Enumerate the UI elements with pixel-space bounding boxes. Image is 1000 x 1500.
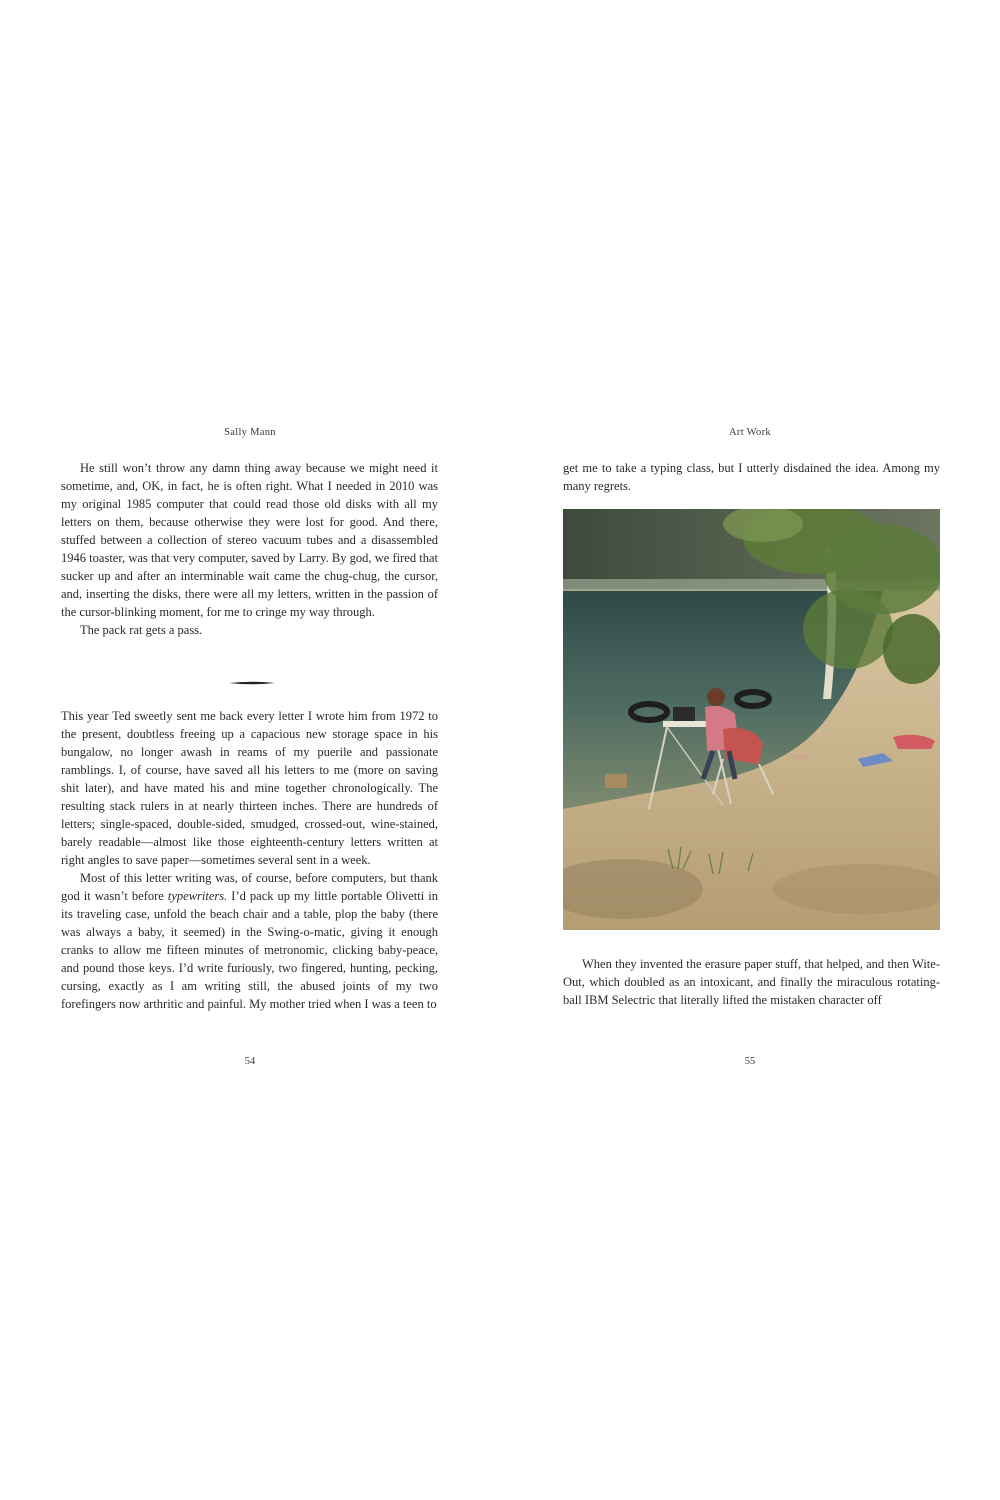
left-text-top	[61, 459, 438, 639]
right-text-bottom	[563, 955, 940, 1009]
page-number-right: 55	[744, 1056, 756, 1067]
typewriter	[673, 707, 695, 721]
right-text-top	[563, 459, 940, 495]
box	[605, 774, 627, 788]
paragraph: get me to take a typing class, but I utterly disdained the idea. Among my many regrets.	[563, 461, 940, 493]
page-number-left: 54	[244, 1056, 256, 1067]
section-break-ornament	[229, 681, 275, 685]
running-head-right: Art Work	[729, 427, 771, 438]
running-head-left: Sally Mann	[224, 427, 276, 438]
paragraph-text: Most of this letter writing was, of course, before computers, but thank god it wasn’t before	[61, 871, 438, 903]
paragraph-olivetti	[61, 869, 438, 1013]
emphasis-typewriters: typewriters.	[167, 889, 228, 903]
woman-head	[707, 688, 725, 706]
paragraph: He still won’t throw any damn thing away because we might need it sometime, and, OK, in fact, he is often right. What I needed in 2010 was my original 1985 computer that could read those old disks with all my letters on them, because otherwise they were lost for good. And there, stuffed between a collection of stereo vacuum tubes and a disassembled 1946 toaster, was that very computer, saved by Larry. By god, we fired that sucker up and after an interminable wait came the chug-chug, the cursor, and, inserting the disks, there were all my letters, written in the passion of the cursor-blinking moment, for me to cringe my way through.	[61, 461, 438, 619]
paragraph: This year Ted sweetly sent me back every letter I wrote him from 1972 to the present, doubtless freeing up a capacious new storage space in his bungalow, no longer awash in reams of my puerile and passionate ramblings. I, of course, have saved all his letters to me (more on saving shit later), and have mated his and mine together chronologically. The resulting stack rulers in at nearly thirteen inches. There are hundreds of letters; single-spaced, double-sided, smudged, crossed-out, wine-stained, barely readable—almost like those eighteenth-century letters written at right angles to save paper—sometimes several sent in a week.	[61, 709, 438, 867]
paragraph: The pack rat gets a pass.	[80, 623, 203, 637]
photo-illustration	[563, 509, 940, 930]
left-text-bottom	[61, 707, 438, 1013]
paragraph-text: I’d pack up my little portable Olivetti in its traveling case, unfold the beach chair and a table, plop the baby (there was always a baby, it seemed) in the Swing-o-matic, giving it enough cranks to allow me fifteen minutes of metronomic, clicking baby-peace, and pound those keys. I’d write furiously, two fingered, hunting, pecking, cursing, exactly as I am writing still, the abused joints of my two forefingers now arthritic and painful. My mother tried when I was a teen to	[61, 889, 438, 1011]
paragraph: When they invented the erasure paper stuff, that helped, and then Wite-Out, which doubled as an intoxicant, and finally the miraculous rotating-ball IBM Selectric that literally lifted the mistaken character off	[563, 957, 940, 1007]
riverside-typing-photo	[563, 509, 940, 930]
